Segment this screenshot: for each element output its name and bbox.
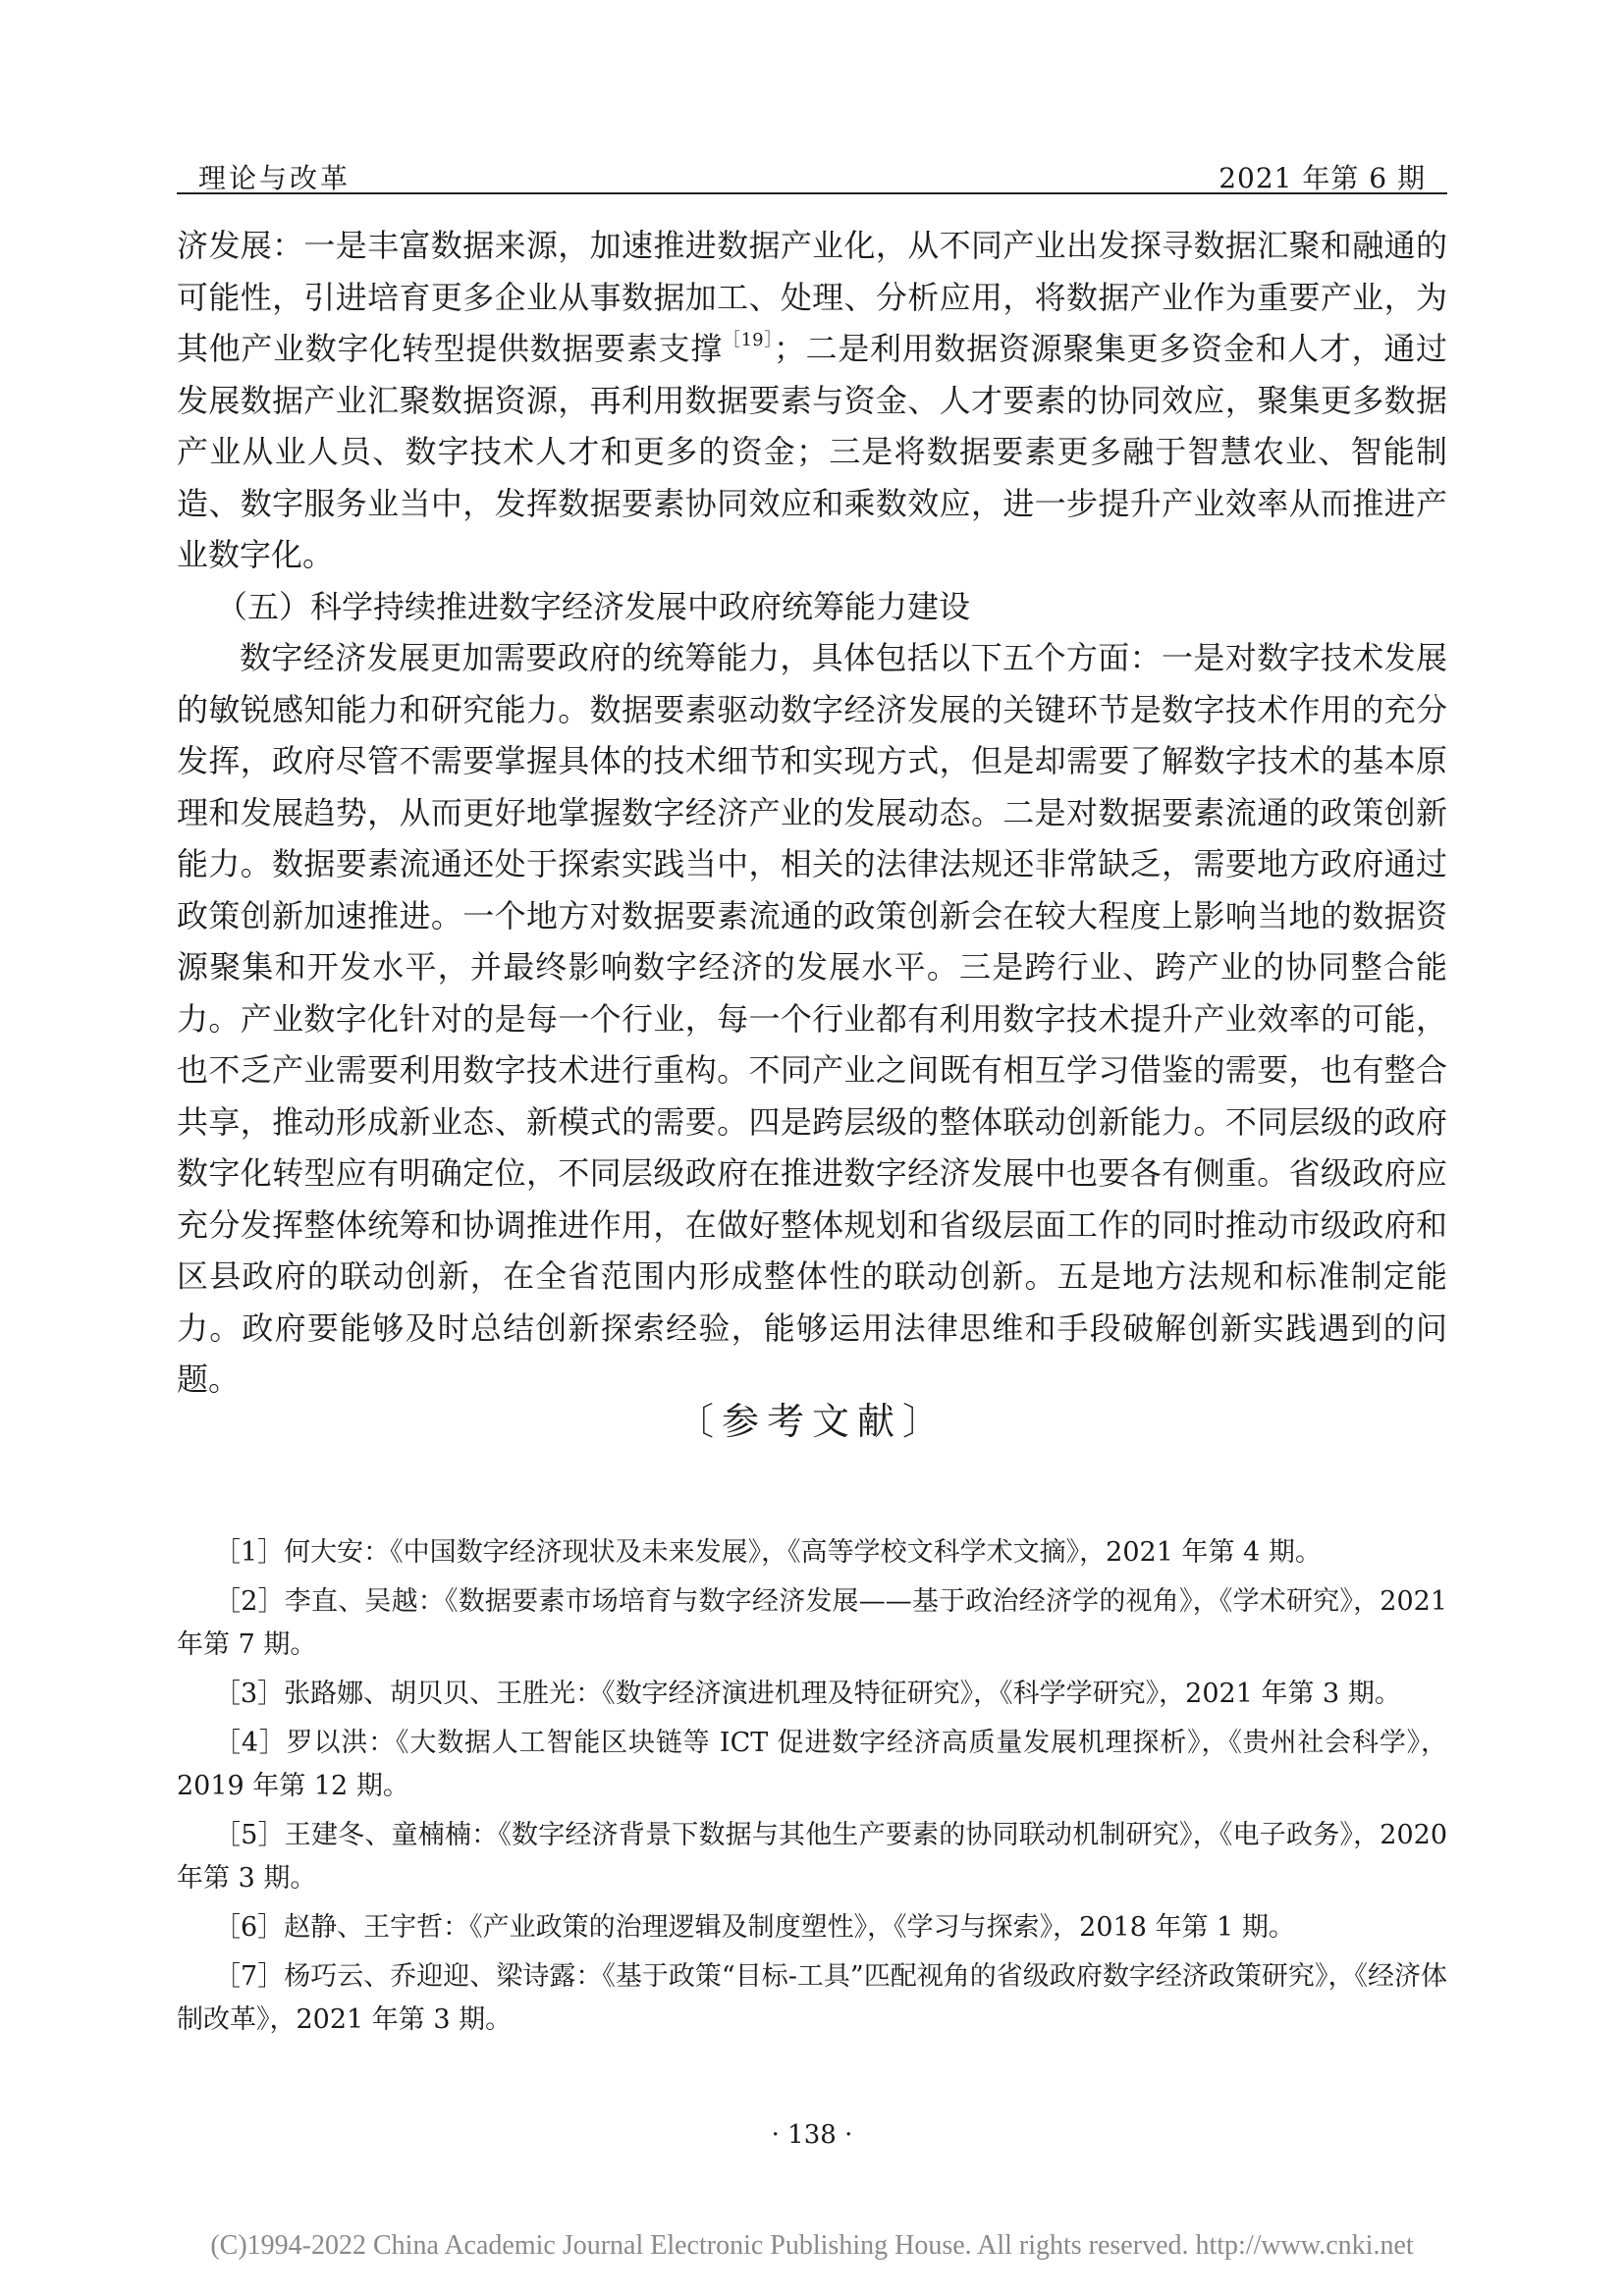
paragraph-text-tail: ；二是利用数据资源聚集更多资金和人才，通过发展数据产业汇聚数据资源，再利用数据要素与资金、人才要素的协同效应，聚集更多数据产业从业人员、数字技术人才和更多的资金；三是将数据要素更多融于智慧农业、智能制造、数字服务业当中，发挥数据要素协同效应和乘数效应，进一步提升产业效率从而推进产业数字化。: [177, 330, 1447, 573]
section-heading: （五）科学持续推进数字经济发展中政府统筹能力建设: [216, 587, 971, 625]
references-heading: 〔参考文献〕: [676, 1400, 947, 1443]
issue-info: 2021 年第 6 期: [1218, 162, 1426, 194]
reference-item: ［4］罗以洪：《大数据人工智能区块链等 ICT 促进数字经济高质量发展机理探析》，《贵州社会科学》，2019 年第 12 期。: [177, 1728, 1447, 1801]
citation-19: ［19］: [722, 330, 774, 350]
reference-item: ［7］杨巧云、乔迎迎、梁诗露：《基于政策“目标-工具”匹配视角的省级政府数字经济政策研究》，《经济体制改革》，2021 年第 3 期。: [177, 1961, 1447, 2035]
copyright-notice: (C)1994-2022 China Academic Journal Electronic Publishing House. All rights reserved. http://www.cnki.net: [210, 2230, 1414, 2261]
page-number: · 138 ·: [771, 2120, 853, 2150]
reference-item: ［2］李直、吴越：《数据要素市场培育与数字经济发展——基于政治经济学的视角》，《学术研究》，2021 年第 7 期。: [177, 1586, 1447, 1660]
reference-item: ［1］何大安：《中国数字经济现状及未来发展》，《高等学校文科学术文摘》，2021 年第 4 期。: [214, 1537, 1322, 1568]
references-list: [177, 1531, 1447, 2048]
paragraph-text: 济发展：一是丰富数据来源，加速推进数据产业化，从不同产业出发探寻数据汇聚和融通的可能性，引进培育更多企业从事数据加工、处理、分析应用，将数据产业作为重要产业，为其他产业数字化转型提供数据要素支撑: [177, 227, 1447, 367]
body-paragraph: 数字经济发展更加需要政府的统筹能力，具体包括以下五个方面：一是对数字技术发展的敏锐感知能力和研究能力。数据要素驱动数字经济发展的关键环节是数字技术作用的充分发挥，政府尽管不需要掌握具体的技术细节和实现方式，但是却需要了解数字技术的基本原理和发展趋势，从而更好地掌握数字经济产业的发展动态。二是对数据要素流通的政策创新能力。数据要素流通还处于探索实践当中，相关的法律法规还非常缺乏，需要地方政府通过政策创新加速推进。一个地方对数据要素流通的政策创新会在较大程度上影响当地的数据资源聚集和开发水平，并最终影响数字经济的发展水平。三是跨行业、跨产业的协同整合能力。产业数字化针对的是每一个行业，每一个行业都有利用数字技术提升产业效率的可能，也不乏产业需要利用数字技术进行重构。不同产业之间既有相互学习借鉴的需要，也有整合共享，推动形成新业态、新模式的需要。四是跨层级的整体联动创新能力。不同层级的政府数字化转型应有明确定位，不同层级政府在推进数字经济发展中也要各有侧重。省级政府应充分发挥整体统筹和协调推进作用，在做好整体规划和省级层面工作的同时推动市级政府和区县政府的联动创新，在全省范围内形成整体性的联动创新。五是地方法规和标准制定能力。政府要能够及时总结创新探索经验，能够运用法律思维和手段破解创新实践遇到的问题。: [177, 639, 1447, 1398]
reference-item: ［5］王建冬、童楠楠：《数字经济背景下数据与其他生产要素的协同联动机制研究》，《电子政务》，2020 年第 3 期。: [177, 1820, 1447, 1894]
continued-paragraph: [177, 220, 1447, 581]
reference-item: ［6］赵静、王宇哲：《产业政策的治理逻辑及制度塑性》，《学习与探索》，2018 年第 1 期。: [214, 1912, 1295, 1943]
journal-name: 理论与改革: [198, 162, 352, 194]
running-header: [177, 147, 1447, 194]
article-body: [177, 220, 1447, 1406]
reference-item: ［3］张路娜、胡贝贝、王胜光：《数字经济演进机理及特征研究》，《科学学研究》，2021 年第 3 期。: [214, 1679, 1401, 1709]
header-rule: [177, 192, 1447, 194]
